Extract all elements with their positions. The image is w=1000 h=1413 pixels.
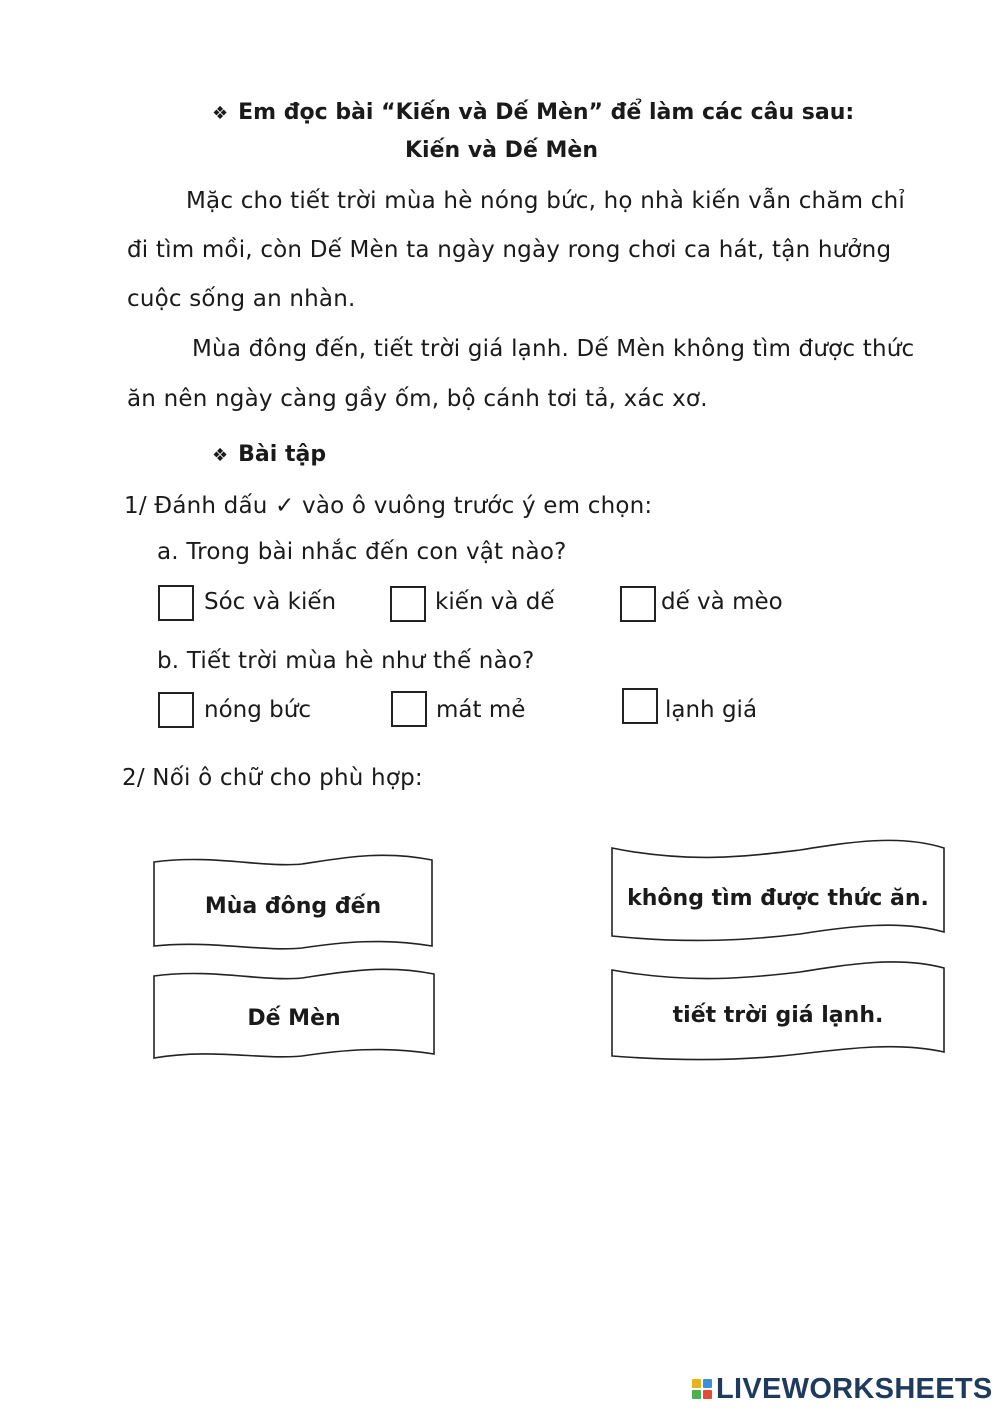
match-card-left-2[interactable] <box>152 966 436 1062</box>
option-label: kiến và dế <box>435 589 555 615</box>
story-line: ăn nên ngày càng gầy ốm, bộ cánh tơi tả, xác xơ. <box>127 386 708 412</box>
logo-text: LIVEWORKSHEETS <box>716 1372 993 1405</box>
instruction-heading <box>212 100 854 125</box>
story-line: Mặc cho tiết trời mùa hè nóng bức, họ nhà kiến vẫn chăm chỉ <box>186 188 905 214</box>
instruction-text: Em đọc bài “Kiến và Dế Mèn” để làm các câu sau: <box>238 100 855 125</box>
logo-square <box>703 1379 712 1388</box>
question-1-prompt: 1/ Đánh dấu ✓ vào ô vuông trước ý em chọn: <box>124 493 653 519</box>
logo-square <box>692 1390 701 1399</box>
checkbox-option-1a-2[interactable] <box>390 586 426 622</box>
option-label: dế và mèo <box>661 589 783 615</box>
option-label: lạnh giá <box>665 697 758 723</box>
question-1a: a. Trong bài nhắc đến con vật nào? <box>157 539 567 565</box>
logo-square <box>703 1390 712 1399</box>
liveworksheets-logo-icon <box>692 1379 712 1399</box>
match-card-right-1[interactable] <box>610 836 946 944</box>
checkbox-option-1a-1[interactable] <box>158 585 194 621</box>
exercises-title: Bài tập <box>238 442 327 467</box>
story-title: Kiến và Dế Mèn <box>405 138 598 163</box>
option-label: Sóc và kiến <box>204 589 337 615</box>
match-card-label: không tìm được thức ăn. <box>627 886 929 911</box>
question-1b: b. Tiết trời mùa hè như thế nào? <box>157 648 535 674</box>
match-card-label: Mùa đông đến <box>204 894 382 919</box>
match-card-label: tiết trời giá lạnh. <box>672 1003 884 1028</box>
exercises-heading <box>212 442 326 467</box>
story-line: đi tìm mồi, còn Dế Mèn ta ngày ngày rong chơi ca hát, tận hưởng <box>127 237 892 263</box>
checkbox-option-1a-3[interactable] <box>620 586 656 622</box>
story-line: cuộc sống an nhàn. <box>127 286 356 312</box>
checkbox-option-1b-1[interactable] <box>158 692 194 728</box>
question-2-prompt: 2/ Nối ô chữ cho phù hợp: <box>122 765 423 791</box>
liveworksheets-logo <box>692 1371 993 1407</box>
bullet-diamond-icon: ❖ <box>212 445 229 466</box>
option-label: mát mẻ <box>436 697 526 723</box>
bullet-diamond-icon: ❖ <box>212 103 229 124</box>
option-label: nóng bức <box>204 697 311 723</box>
match-card-right-2[interactable] <box>610 958 946 1062</box>
match-card-left-1[interactable] <box>152 852 434 952</box>
checkbox-option-1b-2[interactable] <box>391 691 427 727</box>
logo-square <box>692 1379 701 1388</box>
story-line: Mùa đông đến, tiết trời giá lạnh. Dế Mèn không tìm được thức <box>192 336 915 362</box>
match-card-label: Dế Mèn <box>247 1006 341 1031</box>
checkbox-option-1b-3[interactable] <box>622 688 658 724</box>
